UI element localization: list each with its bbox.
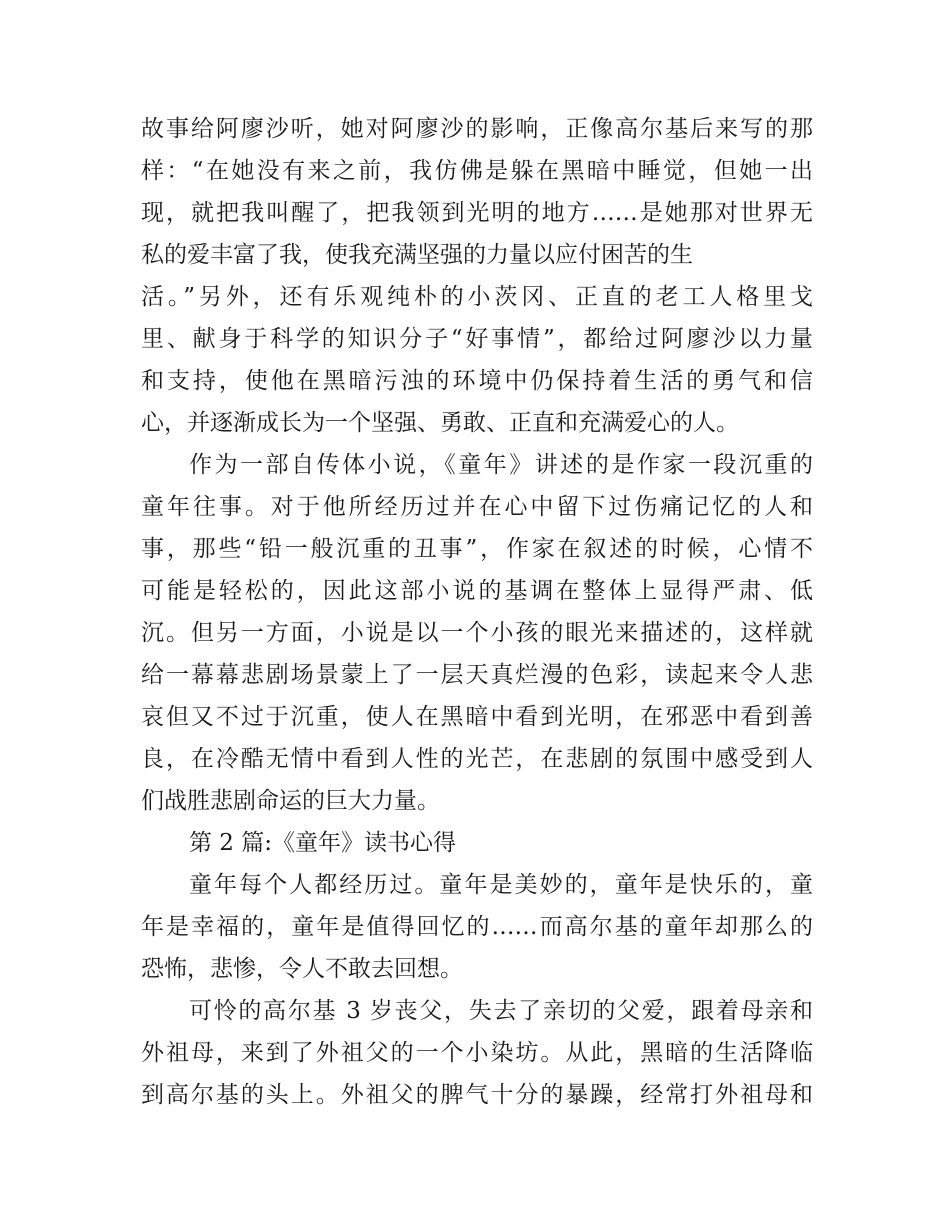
text-line: 里、献身于科学的知识分子“好事情”，都给过阿廖沙以力量 [141, 326, 813, 352]
text-line: 可怜的高尔基 3 岁丧父，失去了亲切的父爱，跟着母亲和 [189, 998, 813, 1024]
text-line: 恐怖，悲惨，令人不敢去回想。 [141, 956, 463, 982]
document-body [141, 108, 813, 1116]
text-line: 现，就把我叫醒了，把我领到光明的地方……是她那对世界无 [141, 200, 813, 226]
text-line: 作为一部自传体小说，《童年》讲述的是作家一段沉重的 [189, 452, 813, 478]
text-line: 到高尔基的头上。外祖父的脾气十分的暴躁，经常打外祖母和 [141, 1082, 813, 1108]
text-line: 们战胜悲剧命运的巨大力量。 [141, 788, 440, 814]
text-line: 给一幕幕悲剧场景蒙上了一层天真烂漫的色彩，读起来令人悲 [141, 662, 813, 688]
section-heading [141, 822, 813, 864]
text-line: 良，在冷酷无情中看到人性的光芒，在悲剧的氛围中感受到人 [141, 746, 813, 772]
text-line: 和支持，使他在黑暗污浊的环境中仍保持着生活的勇气和信 [141, 368, 813, 394]
text-line: 心，并逐渐成长为一个坚强、勇敢、正直和充满爱心的人。 [141, 410, 739, 436]
text-line: 活。”另外，还有乐观纯朴的小茨冈、正直的老工人格里戈 [141, 284, 813, 310]
text-line: 哀但又不过于沉重，使人在黑暗中看到光明，在邪恶中看到善 [141, 704, 813, 730]
paragraph [141, 990, 813, 1116]
paragraph [141, 108, 813, 444]
text-line: 私的爱丰富了我，使我充满坚强的力量以应付困苦的生 [141, 242, 693, 268]
paragraph [141, 444, 813, 822]
text-line: 童年往事。对于他所经历过并在心中留下过伤痛记忆的人和 [141, 494, 813, 520]
text-line: 沉。但另一方面，小说是以一个小孩的眼光来描述的，这样就 [141, 620, 813, 646]
text-line: 童年每个人都经历过。童年是美妙的，童年是快乐的，童 [189, 872, 813, 898]
heading-text: 第 2 篇:《童年》读书心得 [189, 830, 457, 856]
text-line: 外祖母，来到了外祖父的一个小染坊。从此，黑暗的生活降临 [141, 1040, 813, 1066]
text-line: 年是幸福的，童年是值得回忆的……而高尔基的童年却那么的 [141, 914, 813, 940]
text-line: 事，那些“铅一般沉重的丑事”，作家在叙述的时候，心情不 [141, 536, 813, 562]
text-line: 故事给阿廖沙听，她对阿廖沙的影响，正像高尔基后来写的那 [141, 116, 813, 142]
text-line: 可能是轻松的，因此这部小说的基调在整体上显得严肃、低 [141, 578, 813, 604]
text-line: 样：“在她没有来之前，我仿佛是躲在黑暗中睡觉，但她一出 [141, 158, 813, 184]
paragraph [141, 864, 813, 990]
